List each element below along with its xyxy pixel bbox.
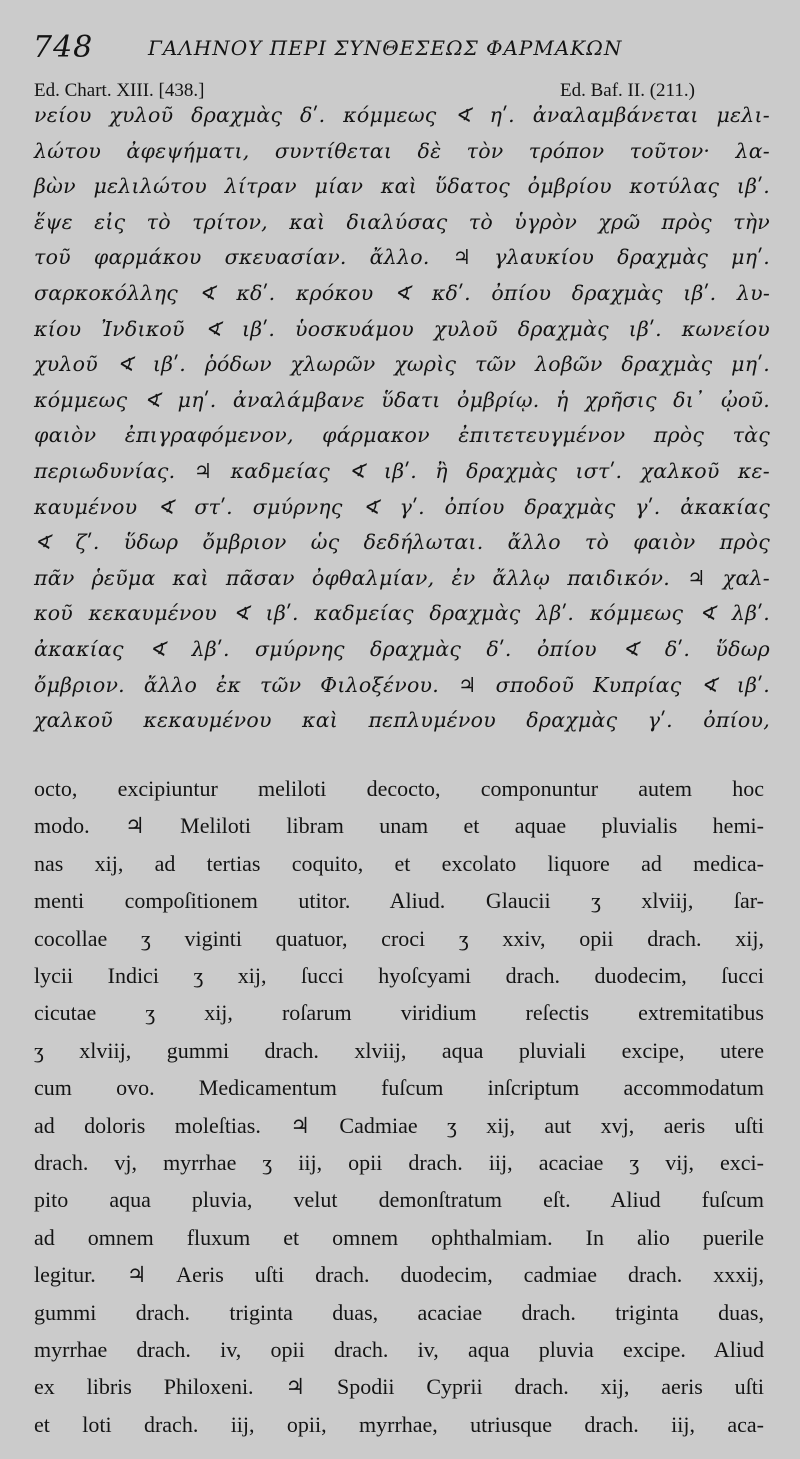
greek-text-line: σαρκοκόλλης ∢ κδʹ. κρόκου ∢ κδʹ. ὀπίου δραχμὰς ιβʹ. λυ- xyxy=(34,281,770,305)
greek-text-line: ἀκακίας ∢ λβʹ. σμύρνης δραχμὰς δʹ. ὀπίου ∢ δʹ. ὕδωρ xyxy=(34,637,770,661)
latin-text-line: octo, excipiuntur meliloti decocto, componuntur autem hoc xyxy=(34,776,764,801)
greek-text-line: ἕψε εἰς τὸ τρίτον, καὶ διαλύσας τὸ ὑγρὸν χρῶ πρὸς τὴν xyxy=(34,209,770,234)
latin-text-line: gummi drach. triginta duas, acaciae drach. triginta duas, xyxy=(34,1299,764,1325)
greek-text-line: ∢ ζʹ. ὕδωρ ὄμβριον ὡς δεδήλωται. ἄλλο τὸ φαιὸν πρὸς xyxy=(34,530,770,555)
latin-text-line: nas xij, ad tertias coquito, et excolato liquore ad medica- xyxy=(34,850,764,876)
latin-text-line: pito aqua pluvia, velut demonſtratum eſt. Aliud fuſcum xyxy=(34,1187,764,1213)
greek-text-line: καυμένου ∢ στʹ. σμύρνης ∢ γʹ. ὀπίου δραχμὰς γʹ. ἀκακίας xyxy=(34,494,770,519)
greek-text-line: χυλοῦ ∢ ιβʹ. ῥόδων χλωρῶν χωρὶς τῶν λοβῶν δραχμὰς μηʹ. xyxy=(34,352,770,377)
greek-text-line: χαλκοῦ κεκαυμένου καὶ πεπλυμένου δραχμὰς γʹ. ὀπίου, xyxy=(34,708,770,733)
greek-text-line: ὄμβριον. ἄλλο ἐκ τῶν Φιλοξένου. ♃ σποδοῦ Κυπρίας ∢ ιβʹ. xyxy=(34,672,770,697)
greek-text-line: κίου Ἰνδικοῦ ∢ ιβʹ. ὑοσκυάμου χυλοῦ δραχμὰς ιβʹ. κωνείου xyxy=(34,316,770,341)
greek-text-line: φαιὸν ἐπιγραφόμενον, φάρμακον ἐπιτετευγμένον πρὸς τὰς xyxy=(34,423,770,448)
latin-text-line: menti compoſitionem utitor. Aliud. Glaucii ʒ xlviij, ſar- xyxy=(34,888,764,914)
running-title: ΓΑΛΗΝΟΥ ΠΕΡΙ ΣΥΝΘΕΣΕΩΣ ΦΑΡΜΑΚΩΝ xyxy=(148,36,623,60)
greek-text-line: κόμμεως ∢ μηʹ. ἀναλάμβανε ὕδατι ὀμβρίῳ. ἡ χρῆσις δι᾽ ᾠοῦ. xyxy=(34,387,770,412)
greek-text-line: νείου χυλοῦ δραχμὰς δʹ. κόμμεως ∢ ηʹ. ἀναλαμβάνεται μελι- xyxy=(34,103,770,127)
greek-text-line: λώτου ἀφεψήματι, συντίθεται δὲ τὸν τρόπον τοῦτον· λα- xyxy=(34,138,770,163)
greek-text-line: κοῦ κεκαυμένου ∢ ιβʹ. καδμείας δραχμὰς λβʹ. κόμμεως ∢ λβʹ. xyxy=(34,601,770,626)
latin-text-line: ad doloris moleſtias. ♃ Cadmiae ʒ xij, aut xvj, aeris uſti xyxy=(34,1112,764,1138)
page-number: 748 xyxy=(33,30,94,65)
latin-text-line: modo. ♃ Meliloti libram unam et aquae pluvialis hemi- xyxy=(34,813,764,839)
latin-text-line: cocollae ʒ viginti quatuor, croci ʒ xxiv, opii drach. xij, xyxy=(34,925,764,951)
latin-text-line: ex libris Philoxeni. ♃ Spodii Cyprii drach. xij, aeris uſti xyxy=(34,1374,764,1400)
greek-text-line: πᾶν ῥεῦμα καὶ πᾶσαν ὀφθαλμίαν, ἐν ἄλλῳ παιδικόν. ♃ χαλ- xyxy=(34,565,770,590)
greek-text-line: τοῦ φαρμάκου σκευασίαν. ἄλλο. ♃ γλαυκίου δραχμὰς μηʹ. xyxy=(34,245,770,270)
latin-text-line: et loti drach. iij, opii, myrrhae, utriusque drach. iij, aca- xyxy=(34,1411,764,1437)
latin-text-line: drach. vj, myrrhae ʒ iij, opii drach. iij, acaciae ʒ vij, exci- xyxy=(34,1150,764,1175)
latin-text-line: myrrhae drach. iv, opii drach. iv, aqua pluvia excipe. Aliud xyxy=(34,1337,764,1362)
edition-reference-left: Ed. Chart. XIII. [438.] xyxy=(34,80,205,101)
latin-text-line: cum ovo. Medicamentum fuſcum inſcriptum accommodatum xyxy=(34,1075,764,1101)
latin-text-line: ʒ xlviij, gummi drach. xlviij, aqua pluviali excipe, utere xyxy=(34,1037,764,1063)
latin-text-line: ad omnem fluxum et omnem ophthalmiam. In alio puerile xyxy=(34,1224,764,1250)
latin-text-line: lycii Indici ʒ xij, ſucci hyoſcyami drach. duodecim, ſucci xyxy=(34,963,764,988)
latin-text-line: cicutae ʒ xij, roſarum viridium reſectis extremitatibus xyxy=(34,1000,764,1026)
latin-text-line: legitur. ♃ Aeris uſti drach. duodecim, cadmiae drach. xxxij, xyxy=(34,1262,764,1288)
greek-text-line: περιωδυνίας. ♃ καδμείας ∢ ιβʹ. ἢ δραχμὰς ιστʹ. χαλκοῦ κε- xyxy=(34,459,770,483)
edition-reference-right: Ed. Baf. II. (211.) xyxy=(560,80,695,101)
greek-text-line: βὼν μελιλώτου λίτραν μίαν καὶ ὕδατος ὀμβρίου κοτύλας ιβʹ. xyxy=(34,174,770,199)
